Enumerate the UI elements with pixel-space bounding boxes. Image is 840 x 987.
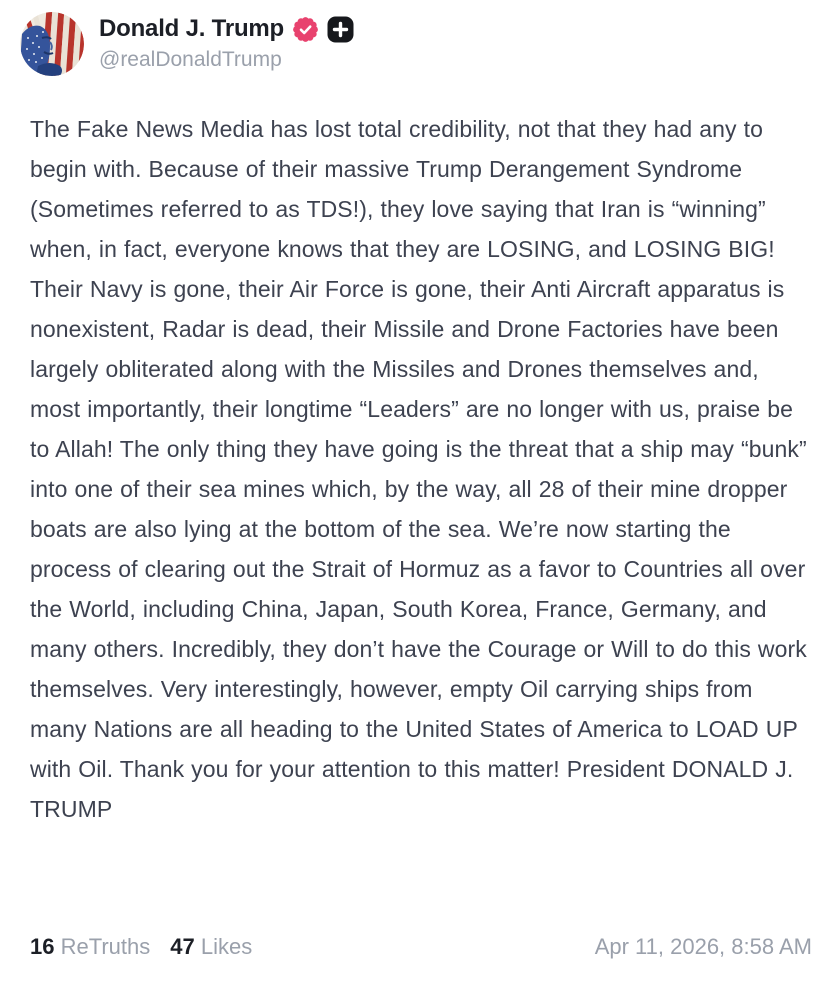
retruths-count: 16 xyxy=(30,934,55,959)
display-name[interactable]: Donald J. Trump xyxy=(99,15,285,42)
timestamp[interactable]: Apr 11, 2026, 8:58 AM xyxy=(594,934,812,959)
retruths-stat[interactable] xyxy=(30,934,150,960)
avatar[interactable] xyxy=(20,12,84,76)
verified-badge-icon xyxy=(292,16,319,43)
post-footer xyxy=(30,934,812,960)
likes-count: 47 xyxy=(170,934,195,959)
retruths-label: ReTruths xyxy=(60,934,151,959)
likes-stat[interactable] xyxy=(170,934,252,960)
author-block xyxy=(99,12,354,72)
handle[interactable]: @realDonaldTrump xyxy=(99,48,282,71)
plus-badge-icon xyxy=(327,16,354,43)
flag-face-avatar-image xyxy=(20,12,84,76)
post-header xyxy=(0,0,840,76)
post-body-text: The Fake News Media has lost total credibility, not that they had any to begin with. Because of their massive Trump Derangement Syndrome (Sometimes referred to as TDS!), they love saying that Iran is “winning” when, in fact, everyone knows that they are LOSING, and LOSING BIG! Their Navy is gone, their Air Force is gone, their Anti Aircraft apparatus is nonexistent, Radar is dead, their Missile and Drone Factories have been largely obliterated along with the Missiles and Drones themselves and, most importantly, their longtime “Leaders” are no longer with us, praise be to Allah! The only thing they have going is the threat that a ship may “bunk” into one of their sea mines which, by the way, all 28 of their mine dropper boats are also lying at the bottom of the sea. We’re now starting the process of clearing out the Strait of Hormuz as a favor to Countries all over the World, including China, Japan, South Korea, France, Germany, and many others. Incredibly, they don’t have the Courage or Will to do this work themselves. Very interestingly, however, empty Oil carrying ships from many Nations are all heading to the United States of America to LOAD UP with Oil. Thank you for your attention to this matter! President DONALD J. TRUMP xyxy=(30,116,807,822)
likes-label: Likes xyxy=(200,934,253,959)
engagement-stats xyxy=(30,934,252,960)
